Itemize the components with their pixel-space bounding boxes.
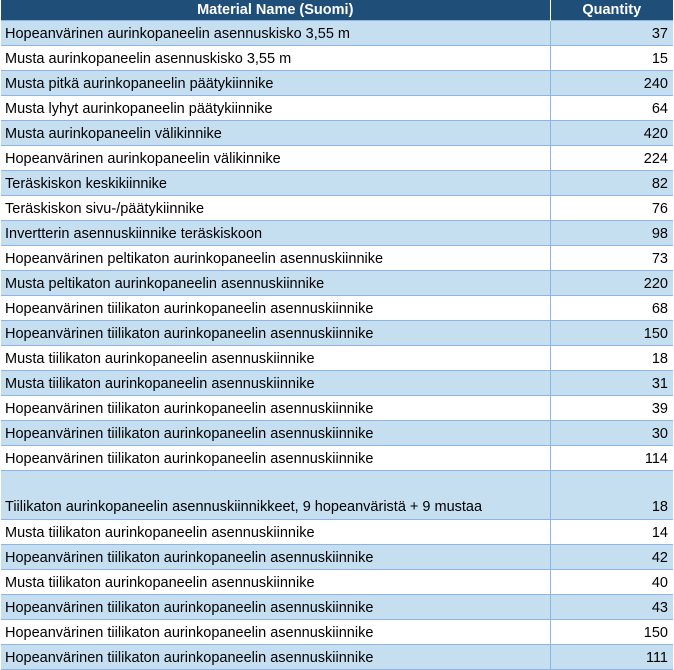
cell-quantity[interactable]: 224: [550, 146, 673, 171]
cell-quantity[interactable]: 31: [550, 371, 673, 396]
cell-material-name[interactable]: Musta pitkä aurinkopaneelin päätykiinnike: [1, 71, 550, 96]
cell-quantity[interactable]: 240: [550, 71, 673, 96]
table-row[interactable]: [1, 545, 673, 570]
table-row[interactable]: [1, 71, 673, 96]
table-row[interactable]: [1, 271, 673, 296]
table-row[interactable]: [1, 421, 673, 446]
table-row[interactable]: [1, 321, 673, 346]
cell-quantity[interactable]: 43: [550, 595, 673, 620]
table-row[interactable]: [1, 21, 673, 46]
cell-quantity[interactable]: 39: [550, 396, 673, 421]
cell-material-name[interactable]: Musta aurinkopaneelin asennuskisko 3,55 m: [1, 46, 550, 71]
cell-material-name[interactable]: Musta aurinkopaneelin välikinnike: [1, 121, 550, 146]
cell-material-name[interactable]: Tiilikaton aurinkopaneelin asennuskiinnikkeet, 9 hopeanväristä + 9 mustaa: [1, 471, 550, 520]
cell-material-name[interactable]: Teräskiskon keskikiinnike: [1, 171, 550, 196]
cell-material-name[interactable]: Hopeanvärinen tiilikaton aurinkopaneelin asennuskiinnike: [1, 296, 550, 321]
cell-quantity[interactable]: 68: [550, 296, 673, 321]
cell-material-name[interactable]: Hopeanvärinen peltikaton aurinkopaneelin asennuskiinnike: [1, 246, 550, 271]
cell-quantity[interactable]: 98: [550, 221, 673, 246]
table-row[interactable]: [1, 446, 673, 471]
cell-quantity[interactable]: 76: [550, 196, 673, 221]
cell-material-name[interactable]: Hopeanvärinen aurinkopaneelin asennuskisko 3,55 m: [1, 21, 550, 46]
cell-material-name[interactable]: Hopeanvärinen aurinkopaneelin välikinnike: [1, 146, 550, 171]
cell-material-name[interactable]: Musta tiilikaton aurinkopaneelin asennuskiinnike: [1, 346, 550, 371]
cell-quantity[interactable]: 40: [550, 570, 673, 595]
cell-quantity[interactable]: 114: [550, 446, 673, 471]
cell-quantity[interactable]: 42: [550, 545, 673, 570]
table-row[interactable]: [1, 221, 673, 246]
cell-quantity[interactable]: 111: [550, 645, 673, 670]
cell-material-name[interactable]: Teräskiskon sivu-/päätykiinnike: [1, 196, 550, 221]
cell-quantity[interactable]: 82: [550, 171, 673, 196]
cell-quantity[interactable]: 18: [550, 346, 673, 371]
cell-quantity[interactable]: 73: [550, 246, 673, 271]
cell-material-name[interactable]: Invertterin asennuskiinnike teräskiskoon: [1, 221, 550, 246]
cell-material-name[interactable]: Musta peltikaton aurinkopaneelin asennuskiinnike: [1, 271, 550, 296]
table-row[interactable]: [1, 645, 673, 670]
table-row[interactable]: [1, 246, 673, 271]
cell-material-name[interactable]: Musta tiilikaton aurinkopaneelin asennuskiinnike: [1, 520, 550, 545]
cell-quantity[interactable]: 420: [550, 121, 673, 146]
cell-material-name[interactable]: Hopeanvärinen tiilikaton aurinkopaneelin asennuskiinnike: [1, 446, 550, 471]
table-row[interactable]: [1, 96, 673, 121]
cell-quantity[interactable]: 150: [550, 620, 673, 645]
cell-quantity[interactable]: 220: [550, 271, 673, 296]
cell-material-name[interactable]: Hopeanvärinen tiilikaton aurinkopaneelin asennuskiinnike: [1, 396, 550, 421]
table-row[interactable]: [1, 196, 673, 221]
table-row[interactable]: [1, 520, 673, 545]
cell-material-name[interactable]: Hopeanvärinen tiilikaton aurinkopaneelin asennuskiinnike: [1, 595, 550, 620]
table-body: [1, 21, 673, 670]
cell-quantity[interactable]: 150: [550, 321, 673, 346]
cell-material-name[interactable]: Hopeanvärinen tiilikaton aurinkopaneelin asennuskiinnike: [1, 620, 550, 645]
cell-quantity[interactable]: 30: [550, 421, 673, 446]
cell-material-name[interactable]: Hopeanvärinen tiilikaton aurinkopaneelin asennuskiinnike: [1, 421, 550, 446]
column-header-material-name[interactable]: Material Name (Suomi): [1, 0, 550, 21]
table-row[interactable]: [1, 146, 673, 171]
cell-quantity[interactable]: 14: [550, 520, 673, 545]
table-row[interactable]: [1, 46, 673, 71]
table-row[interactable]: [1, 296, 673, 321]
table-row[interactable]: [1, 346, 673, 371]
table-row[interactable]: [1, 471, 673, 520]
table-row[interactable]: [1, 595, 673, 620]
cell-material-name[interactable]: Hopeanvärinen tiilikaton aurinkopaneelin asennuskiinnike: [1, 645, 550, 670]
cell-material-name[interactable]: Hopeanvärinen tiilikaton aurinkopaneelin asennuskiinnike: [1, 321, 550, 346]
cell-quantity[interactable]: 64: [550, 96, 673, 121]
column-header-quantity[interactable]: Quantity: [550, 0, 673, 21]
table-row[interactable]: [1, 371, 673, 396]
cell-quantity[interactable]: 37: [550, 21, 673, 46]
table-row[interactable]: [1, 620, 673, 645]
header-row: [1, 0, 673, 21]
cell-material-name[interactable]: Hopeanvärinen tiilikaton aurinkopaneelin asennuskiinnike: [1, 545, 550, 570]
table-row[interactable]: [1, 570, 673, 595]
cell-material-name[interactable]: Musta tiilikaton aurinkopaneelin asennuskiinnike: [1, 570, 550, 595]
cell-material-name[interactable]: Musta tiilikaton aurinkopaneelin asennuskiinnike: [1, 371, 550, 396]
table-row[interactable]: [1, 171, 673, 196]
materials-table: [1, 0, 673, 670]
cell-quantity[interactable]: 15: [550, 46, 673, 71]
table-row[interactable]: [1, 396, 673, 421]
cell-material-name[interactable]: Musta lyhyt aurinkopaneelin päätykiinnike: [1, 96, 550, 121]
table-row[interactable]: [1, 121, 673, 146]
cell-quantity[interactable]: 18: [550, 471, 673, 520]
